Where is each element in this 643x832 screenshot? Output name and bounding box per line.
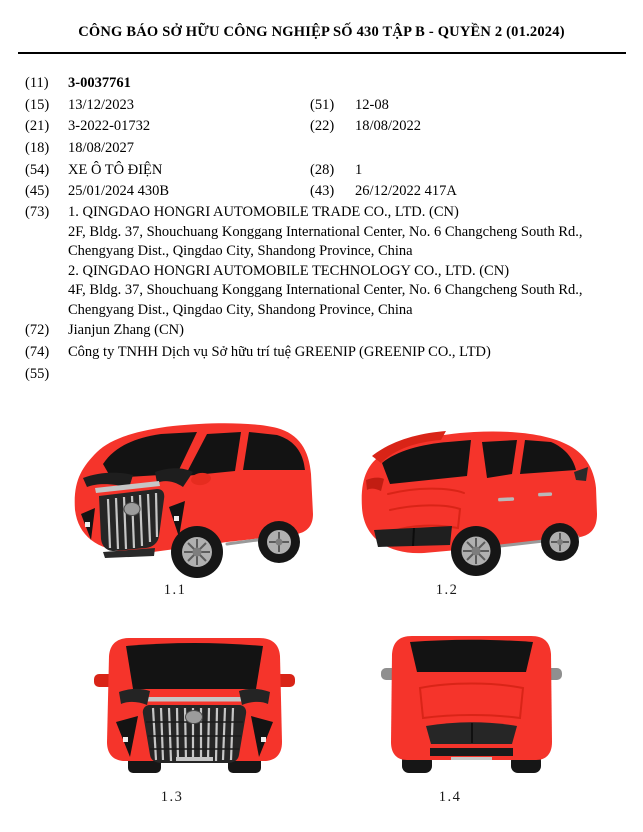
figure-1-4-label: 1.4 xyxy=(438,789,462,805)
field-code: (11) xyxy=(25,75,49,91)
publication-a: 26/12/2022 417A xyxy=(355,183,457,200)
field-code: (73) xyxy=(25,204,50,221)
figure-1-3-label: 1.3 xyxy=(160,789,184,805)
field-row xyxy=(0,73,643,95)
owner-1-address: 2F, Bldg. 37, Shouchuang Konggang International Center, No. 6 Changcheng South Rd., Chengyang Dist., Qingdao City, Shandong Province, China xyxy=(68,223,583,260)
figure-1-4-rear-view-drawing xyxy=(380,630,563,775)
figure-1-2-label: 1.2 xyxy=(435,582,459,598)
page-title: CÔNG BÁO SỞ HỮU CÔNG NGHIỆP SỐ 430 TẬP B - QUYỀN 2 (01.2024) xyxy=(78,24,565,40)
field-code: (18) xyxy=(25,140,50,157)
owners-text xyxy=(68,203,588,320)
application-number: 3-2022-01732 xyxy=(68,118,151,135)
field-code: (21) xyxy=(25,118,50,135)
car-front-perspective-icon xyxy=(55,410,325,580)
field-code: (15) xyxy=(25,96,50,113)
locarno-class: 12-08 xyxy=(355,96,389,113)
figure-1-1-front-perspective-drawing xyxy=(55,410,325,580)
figure-1-1-label: 1.1 xyxy=(163,582,187,598)
owner-2-name: 2. QINGDAO HONGRI AUTOMOBILE TECHNOLOGY CO., LTD. (CN) xyxy=(68,262,510,279)
field-code: (55) xyxy=(25,365,50,382)
owner-1-name: 1. QINGDAO HONGRI AUTOMOBILE TRADE CO., LTD. (CN) xyxy=(68,204,459,221)
field-code: (74) xyxy=(25,343,50,360)
car-rear-view-icon xyxy=(380,630,563,775)
field-row xyxy=(0,320,643,342)
grant-date: 13/12/2023 xyxy=(68,96,135,113)
agent-name: Công ty TNHH Dịch vụ Sở hữu trí tuệ GREENIP (GREENIP CO., LTD) xyxy=(68,343,491,360)
bibliographic-fields xyxy=(0,64,643,385)
field-row xyxy=(0,116,643,138)
filing-date: 18/08/2022 xyxy=(355,118,422,135)
design-count: 1 xyxy=(355,161,363,178)
field-code: (43) xyxy=(310,183,335,200)
car-rear-perspective-icon xyxy=(348,416,606,578)
header-divider xyxy=(18,52,626,54)
field-row xyxy=(0,138,643,160)
expiry-date: 18/08/2027 xyxy=(68,140,135,157)
field-row xyxy=(0,342,643,364)
car-front-view-icon xyxy=(92,630,297,775)
field-row xyxy=(0,160,643,182)
owners-section xyxy=(0,203,643,320)
field-row xyxy=(0,95,643,117)
field-row xyxy=(0,364,643,386)
field-row xyxy=(0,181,643,203)
field-code: (28) xyxy=(310,161,335,178)
figure-1-2-rear-perspective-drawing xyxy=(348,416,606,578)
field-code: (51) xyxy=(310,96,335,113)
registration-number: 3-0037761 xyxy=(68,75,131,91)
field-code: (45) xyxy=(25,183,50,200)
field-code: (22) xyxy=(310,118,335,135)
field-code: (72) xyxy=(25,322,50,339)
publication-b: 25/01/2024 430B xyxy=(68,183,170,200)
figure-1-3-front-view-drawing xyxy=(92,630,297,775)
field-code: (54) xyxy=(25,161,50,178)
design-title: XE Ô TÔ ĐIỆN xyxy=(68,161,163,178)
author-name: Jianjun Zhang (CN) xyxy=(68,322,184,339)
owner-2-address: 4F, Bldg. 37, Shouchuang Konggang International Center, No. 6 Changcheng South Rd., Chengyang Dist., Qingdao City, Shandong Province, China xyxy=(68,282,583,318)
